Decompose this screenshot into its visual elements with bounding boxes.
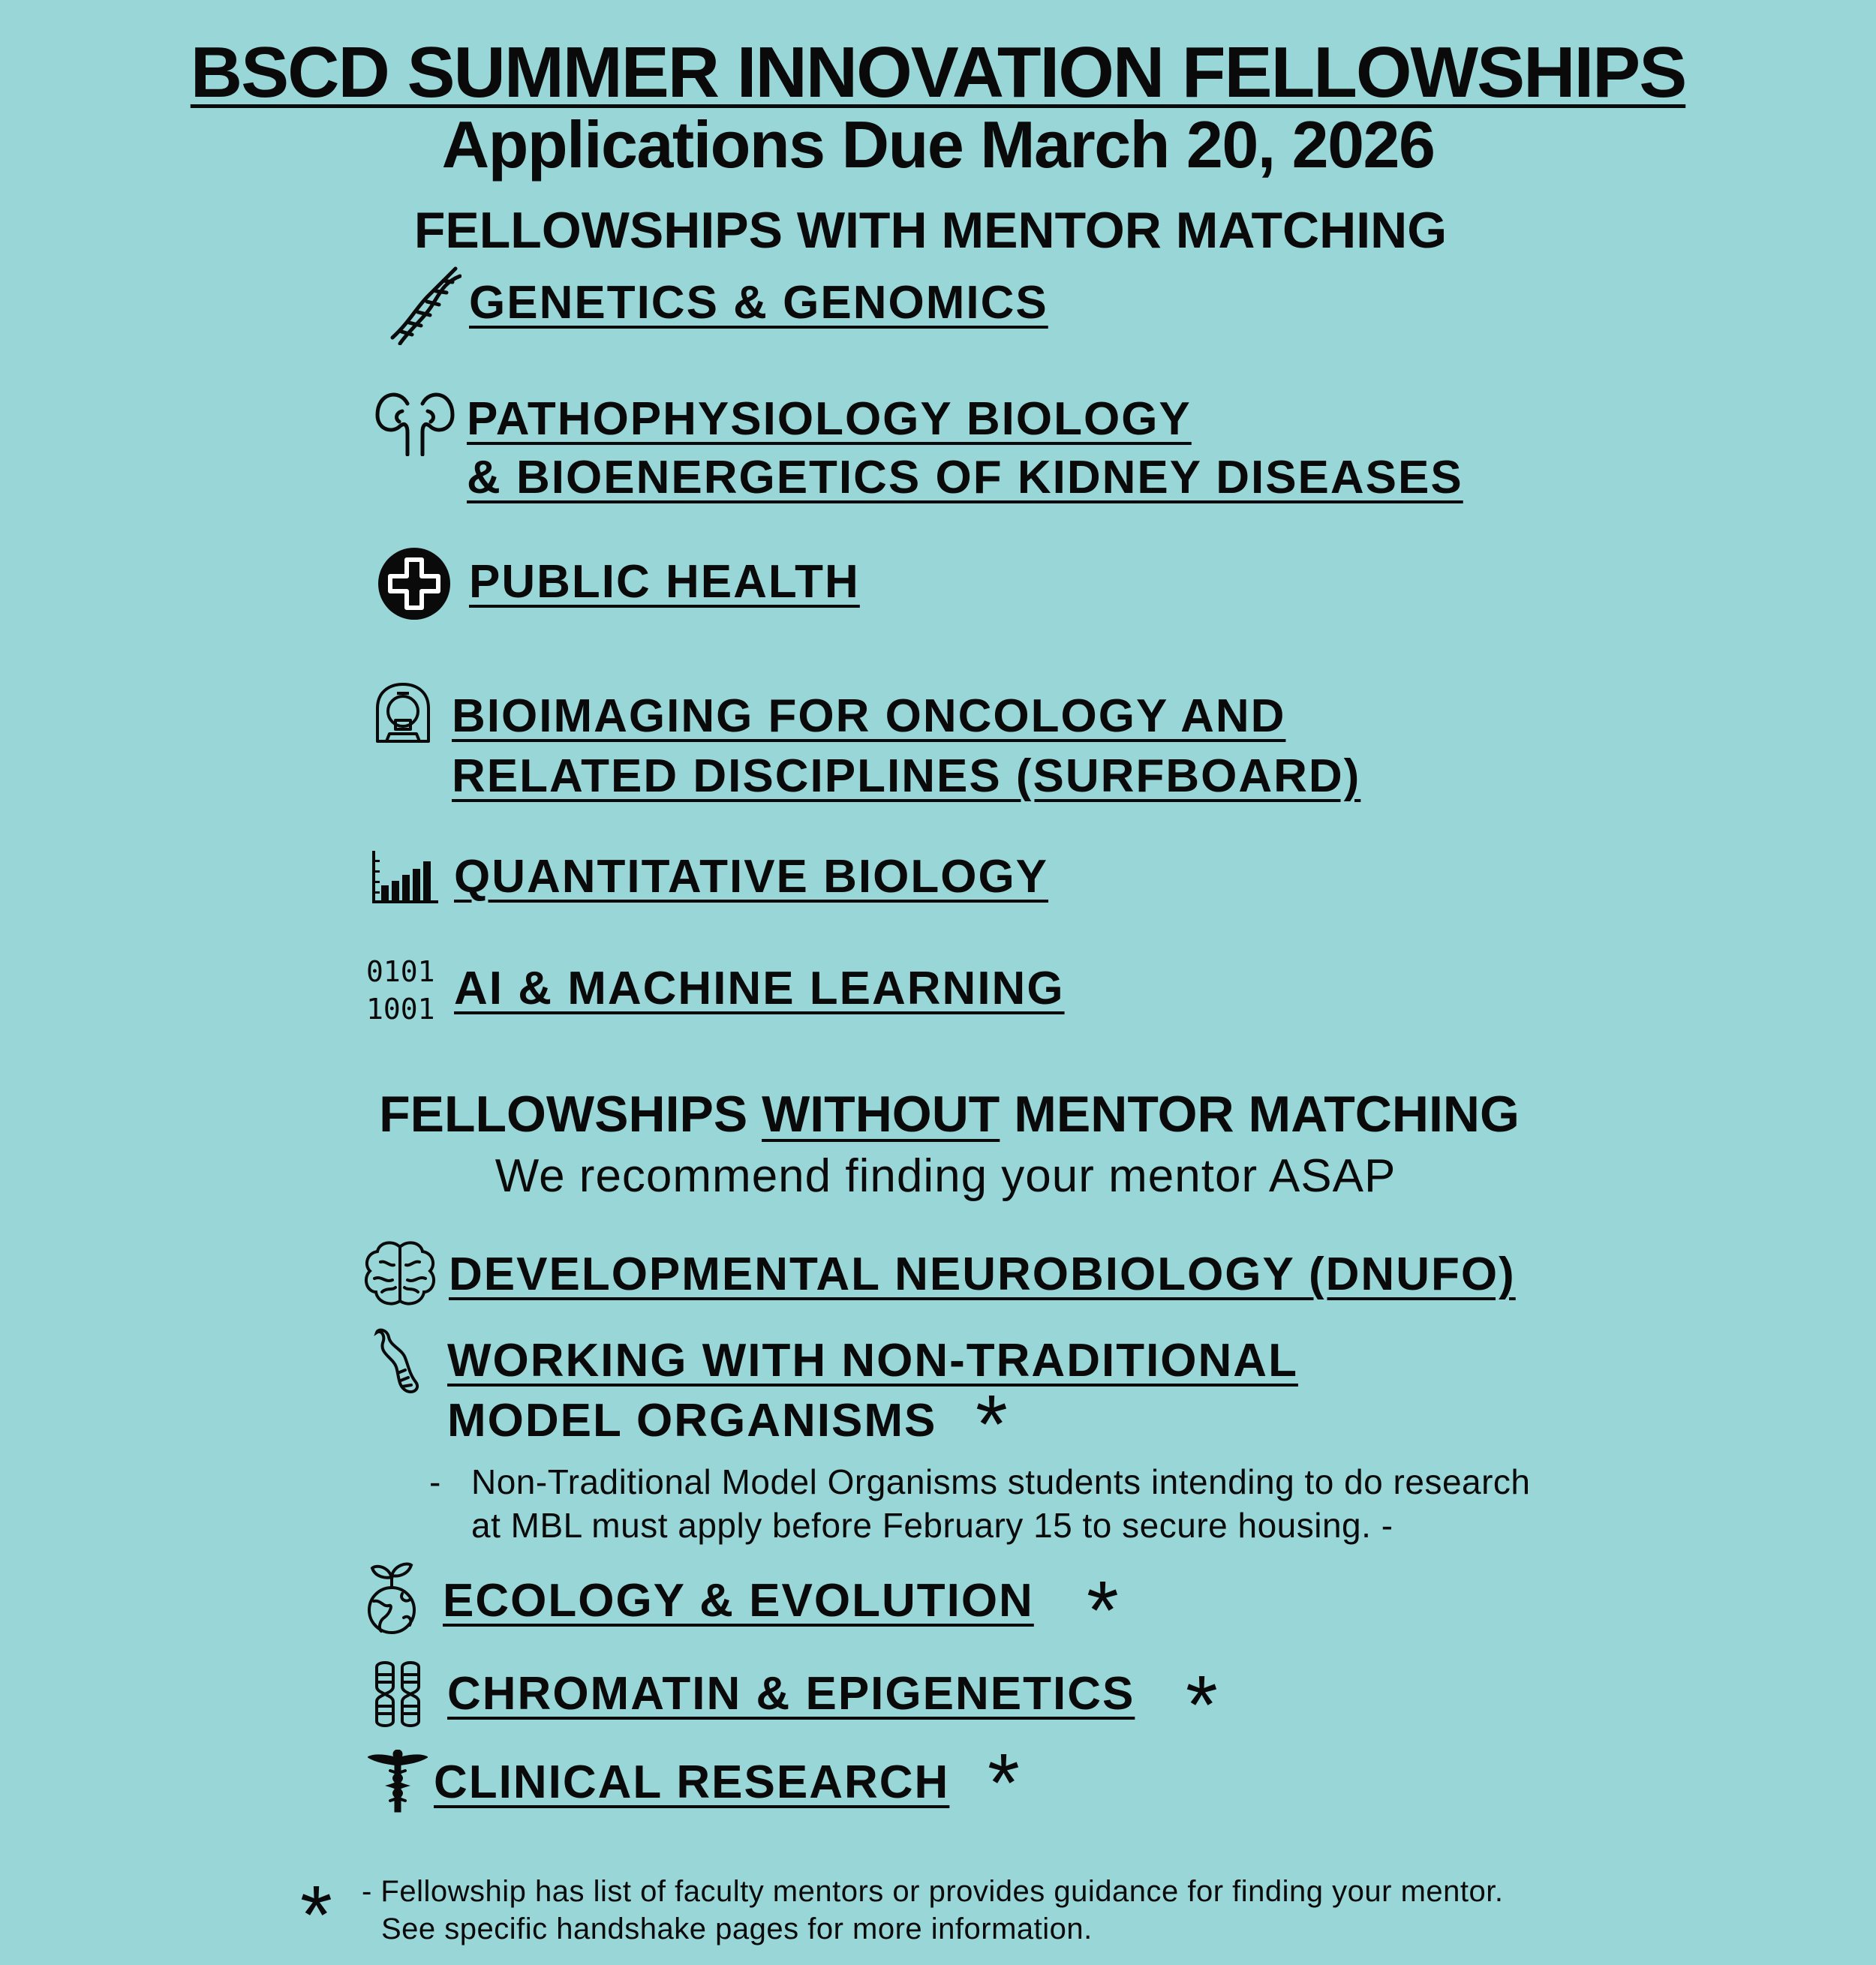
section-heading-with-mentor: FELLOWSHIPS WITH MENTOR MATCHING (413, 202, 1448, 259)
note-dash: - (429, 1462, 441, 1501)
dna-icon (386, 263, 461, 345)
page-title: BSCD SUMMER INNOVATION FELLOWSHIPS (190, 32, 1686, 113)
fellowship-link-label[interactable]: PUBLIC HEALTH (469, 556, 860, 608)
mri-scanner-icon (373, 681, 433, 744)
asterisk-icon: * (988, 1737, 1020, 1829)
heading-part: MENTOR MATCHING (1014, 1086, 1520, 1143)
caduceus-icon (368, 1750, 428, 1813)
fellowship-link-ai-ml[interactable] (454, 962, 1065, 1015)
fellowship-link-bioimaging[interactable] (452, 687, 1360, 807)
fellowship-link-kidney[interactable] (467, 390, 1463, 507)
fellowship-link-label[interactable]: PATHOPHYSIOLOGY BIOLOGY (467, 393, 1192, 445)
fellowship-link-label[interactable]: BIOIMAGING FOR ONCOLOGY AND (452, 690, 1286, 742)
fellowship-link-ecology[interactable] (443, 1574, 1034, 1627)
fellowship-link-label[interactable]: & BIOENERGETICS OF KIDNEY DISEASES (467, 452, 1463, 503)
bar-chart-icon (371, 849, 440, 905)
asterisk-icon: * (300, 1869, 332, 1961)
fellowship-link-label[interactable]: CHROMATIN & EPIGENETICS (447, 1668, 1135, 1720)
page-subtitle: Applications Due March 20, 2026 (441, 107, 1435, 182)
fellowship-link-quantitative[interactable] (454, 850, 1048, 903)
fellowship-link-label[interactable]: CLINICAL RESEARCH (434, 1756, 950, 1808)
fellowship-link-label[interactable]: MODEL ORGANISMS (447, 1395, 937, 1447)
asterisk-icon: * (1186, 1659, 1218, 1751)
housing-note (471, 1460, 1531, 1547)
note-line: Non-Traditional Model Organisms students intending to do research (471, 1462, 1531, 1501)
asterisk-icon: * (976, 1378, 1008, 1471)
note-line: at MBL must apply before February 15 to secure housing. - (471, 1506, 1393, 1545)
fellowship-link-label[interactable]: GENETICS & GENOMICS (469, 277, 1048, 329)
fellowship-link-neurobiology[interactable] (449, 1248, 1516, 1301)
binary-code-icon (366, 953, 435, 1028)
kidney-icon (374, 389, 456, 456)
footnote-line: - Fellowship has list of faculty mentors or provides guidance for finding your mentor. (362, 1875, 1504, 1908)
fellowship-link-label[interactable]: DEVELOPMENTAL NEUROBIOLOGY (DNUFO) (449, 1248, 1516, 1300)
fellowship-link-public-health[interactable] (469, 555, 860, 608)
brain-icon (362, 1239, 437, 1312)
globe-sprout-icon (365, 1561, 419, 1636)
worm-icon (371, 1328, 423, 1396)
fellowship-link-clinical[interactable] (434, 1756, 949, 1809)
section-subheading: We recommend finding your mentor ASAP (495, 1150, 1396, 1202)
binary-line: 1001 (366, 993, 435, 1026)
fellowship-link-chromatin[interactable] (447, 1667, 1135, 1720)
fellowship-link-label[interactable]: ECOLOGY & EVOLUTION (443, 1575, 1034, 1627)
heading-part: FELLOWSHIPS (379, 1086, 748, 1143)
asterisk-icon: * (1087, 1564, 1119, 1657)
medical-cross-icon (377, 546, 452, 621)
fellowship-link-label[interactable]: AI & MACHINE LEARNING (454, 963, 1065, 1014)
fellowship-link-genetics[interactable] (469, 276, 1048, 329)
footnote-line: See specific handshake pages for more information. (381, 1912, 1093, 1945)
fellowship-link-label[interactable]: QUANTITATIVE BIOLOGY (454, 851, 1049, 903)
binary-line: 0101 (366, 955, 435, 988)
heading-emphasis: WITHOUT (762, 1086, 1000, 1143)
footnote (362, 1873, 1503, 1948)
fellowship-link-label[interactable]: RELATED DISCIPLINES (SURFBOARD) (452, 750, 1361, 802)
fellowship-link-label[interactable]: WORKING WITH NON-TRADITIONAL (447, 1335, 1298, 1387)
fellowship-link-non-traditional[interactable] (447, 1331, 1298, 1451)
chromosome-icon (372, 1660, 423, 1729)
section-heading-without-mentor (0, 1085, 1876, 1143)
